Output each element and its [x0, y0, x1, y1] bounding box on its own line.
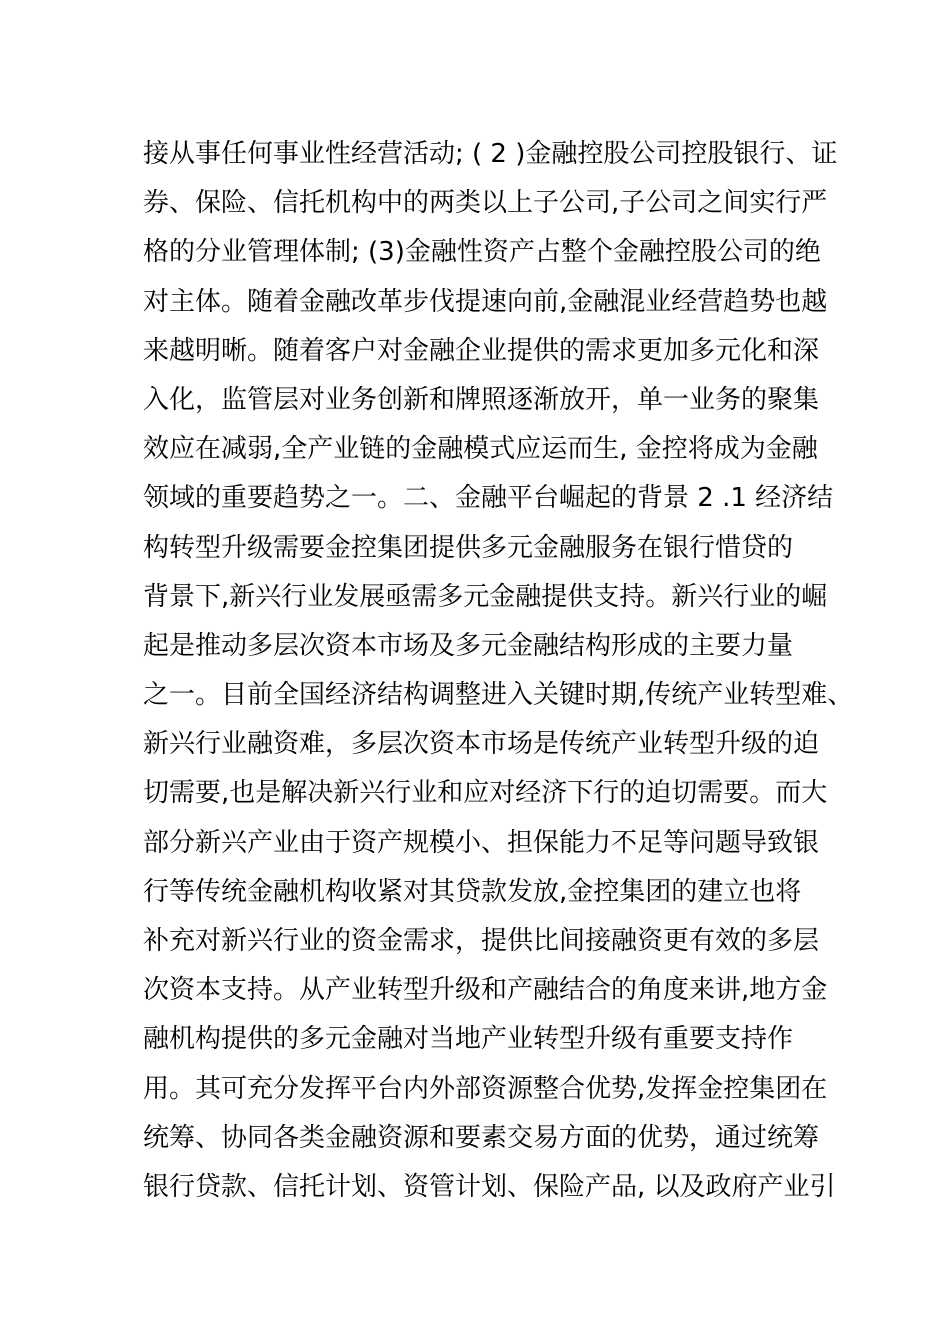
text-line: 背景下,新兴行业发展亟需多元金融提供支持。新兴行业的崛 [143, 581, 828, 612]
text-line: 之一。目前全国经济结构调整进入关键时期,传统产业转型难、 [143, 680, 854, 711]
text-line: 部分新兴产业由于资产规模小、担保能力不足等问题导致银 [143, 827, 820, 858]
text-line: 次资本支持。从产业转型升级和产融结合的角度来讲,地方金 [143, 975, 828, 1006]
text-line: 融机构提供的多元金融对当地产业转型升级有重要支持作 [143, 1024, 794, 1055]
body-text [143, 130, 854, 1212]
text-line: 统筹、协同各类金融资源和要素交易方面的优势，通过统筹 [143, 1122, 820, 1153]
text-line: 对主体。随着金融改革步伐提速向前,金融混业经营趋势也越 [143, 286, 828, 317]
text-line: 格的分业管理体制; (3)金融性资产占整个金融控股公司的绝 [143, 237, 821, 268]
text-line: 构转型升级需要金控集团提供多元金融服务在银行惜贷的 [143, 532, 794, 563]
text-line: 切需要,也是解决新兴行业和应对经济下行的迫切需要。而大 [143, 778, 828, 809]
text-line: 入化，监管层对业务创新和牌照逐渐放开，单一业务的聚集 [143, 384, 820, 415]
text-line: 行等传统金融机构收紧对其贷款发放,金控集团的建立也将 [143, 876, 802, 907]
text-line: 效应在减弱,全产业链的金融模式应运而生, 金控将成为金融 [143, 434, 818, 465]
text-line: 领域的重要趋势之一。二、金融平台崛起的背景 2 .1 经济结 [143, 483, 834, 514]
text-line: 新兴行业融资难，多层次资本市场是传统产业转型升级的迫 [143, 729, 820, 760]
text-line: 用。其可充分发挥平台内外部资源整合优势,发挥金控集团在 [143, 1073, 828, 1104]
text-line: 接从事任何事业性经营活动; ( 2 )金融控股公司控股银行、证 [143, 139, 838, 169]
text-line: 补充对新兴行业的资金需求，提供比间接融资更有效的多层 [143, 926, 820, 956]
text-line: 来越明晰。随着客户对金融企业提供的需求更加多元化和深 [143, 335, 820, 366]
text-line: 起是推动多层次资本市场及多元金融结构形成的主要力量 [143, 630, 794, 661]
text-line: 银行贷款、信托计划、资管计划、保险产品, 以及政府产业引 [143, 1171, 836, 1202]
text-line: 券、保险、信托机构中的两类以上子公司,子公司之间实行严 [143, 188, 828, 219]
